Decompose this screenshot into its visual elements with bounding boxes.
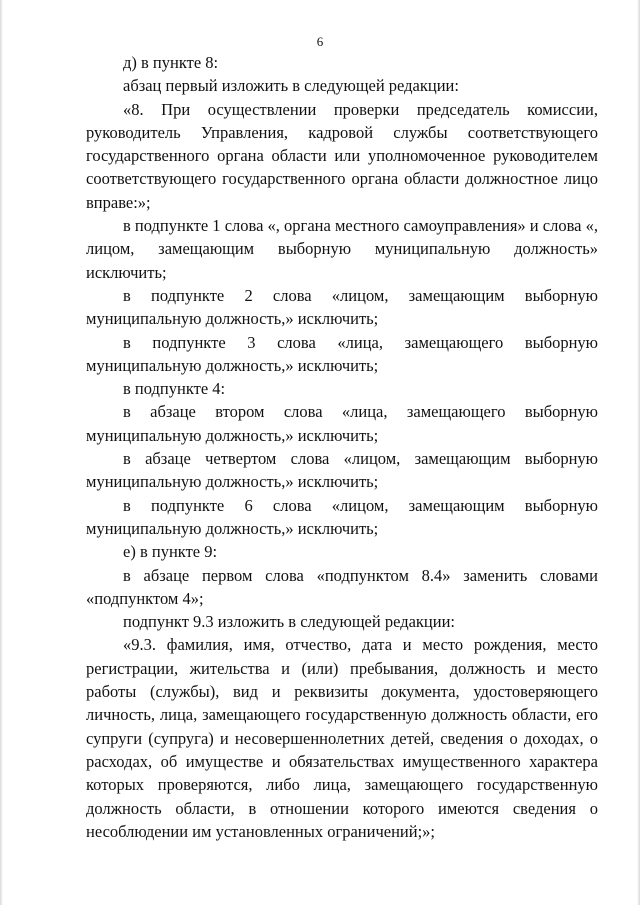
paragraph-subitem-9-3: подпункт 9.3 изложить в следующей редакции: bbox=[123, 612, 456, 632]
document-body bbox=[86, 51, 598, 843]
scan-edge-left bbox=[0, 0, 3, 905]
paragraph-abzac-fourth: в абзаце четвертом слова «лицом, замещающим выборную муниципальную должность,» исключить; bbox=[86, 449, 598, 492]
paragraph-subitem-1: в подпункте 1 слова «, органа местного самоуправления» и слова «, лицом, замещающим выборную муниципальную должность» исключить; bbox=[86, 216, 598, 282]
paragraph-item-e: е) в пункте 9: bbox=[123, 542, 218, 562]
paragraph-quote-9-3: «9.3. фамилия, имя, отчество, дата и место рождения, место регистрации, жительства и (или) пребывания, должность и место работы (службы), вид и реквизиты документа, удостоверяющего личность, лица, замещающего государственную должность области, его супруги (супруга) и несовершеннолетних детей, сведения о доходах, о расходах, об имуществе и обязательствах имущественного характера которых проверяются, либо лица, замещающего государственную должность области, в отношении которого имеются сведения о несоблюдении им установленных ограничений;»; bbox=[86, 635, 598, 841]
paragraph-item-d: д) в пункте 8: bbox=[123, 53, 219, 72]
paragraph-abzac-second: в абзаце втором слова «лица, замещающего выборную муниципальную должность,» исключить; bbox=[86, 402, 598, 445]
paragraph-subitem-2: в подпункте 2 слова «лицом, замещающим выборную муниципальную должность,» исключить; bbox=[86, 285, 598, 329]
paragraph-subitem-3: в подпункте 3 слова «лица, замещающего выборную муниципальную должность,» исключить; bbox=[86, 332, 598, 375]
paragraph-subitem-4: в подпункте 4: bbox=[123, 379, 226, 399]
paragraph-quote-8: «8. При осуществлении проверки председатель комиссии, руководитель Управления, кадровой службы соответствующего государственного органа области или уполномоченное руководителем соответствующего государственного органа области должностное лицо вправе:»; bbox=[86, 99, 598, 212]
paragraph-abzac-first-replace: в абзаце первом слова «подпунктом 8.4» заменить словами «подпунктом 4»; bbox=[86, 565, 598, 608]
paragraph-subitem-6: в подпункте 6 слова «лицом, замещающим выборную муниципальную должность,» исключить; bbox=[86, 495, 598, 538]
paragraph-first-abzac: абзац первый изложить в следующей редакции: bbox=[123, 76, 459, 96]
page-number: 6 bbox=[316, 34, 324, 49]
